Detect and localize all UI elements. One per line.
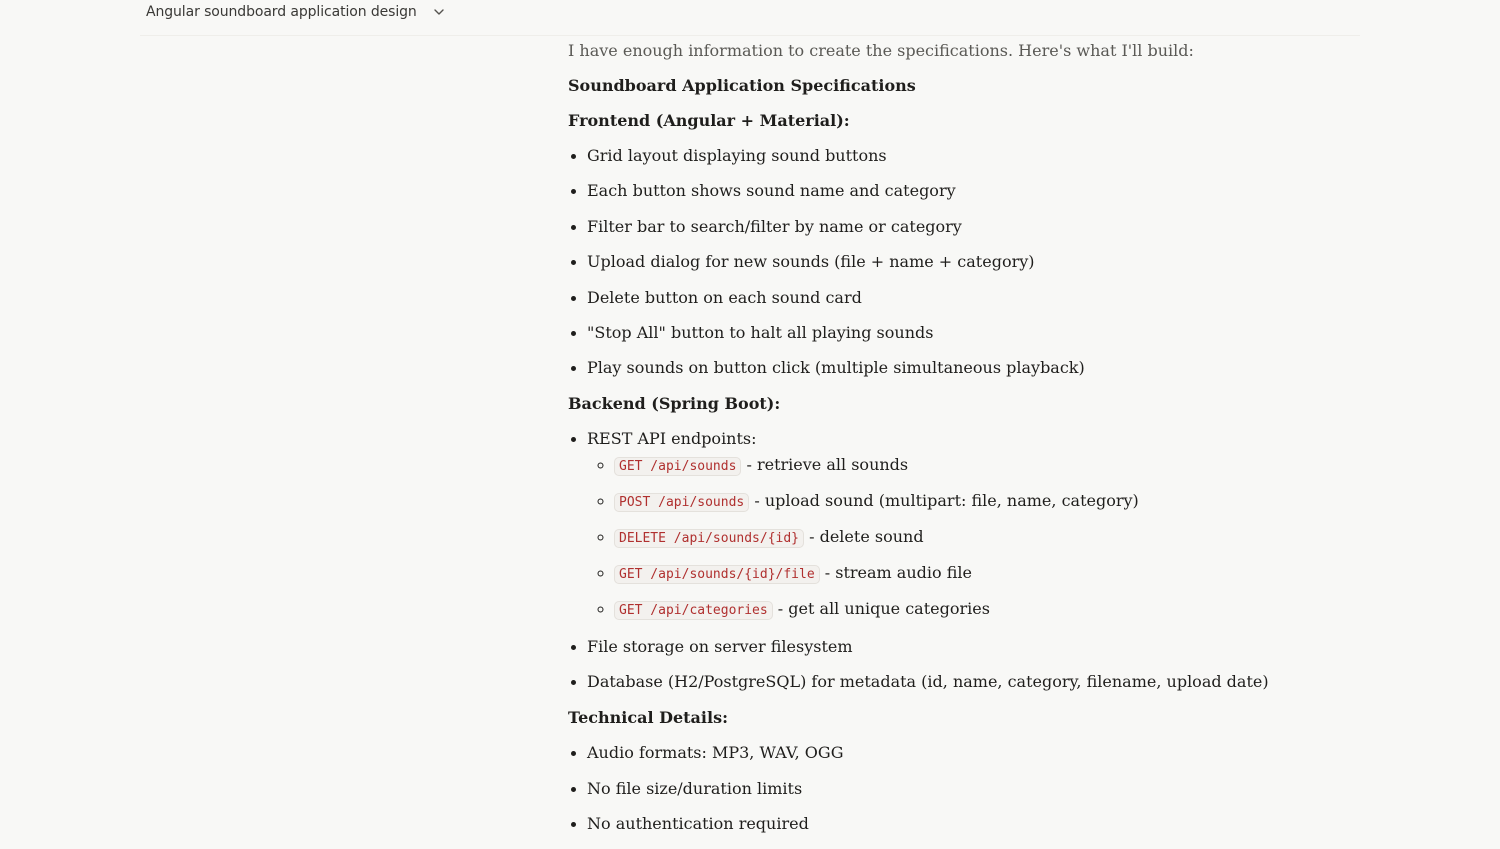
endpoint-desc: - retrieve all sounds — [741, 455, 909, 475]
list-item — [587, 428, 1368, 622]
chat-title-button[interactable] — [146, 4, 447, 20]
chevron-down-icon — [431, 4, 447, 20]
endpoint-item — [614, 490, 1368, 514]
list-item: • Play sounds on button click (multiple simultaneous playback) — [587, 357, 1368, 379]
technical-list — [568, 742, 1368, 835]
endpoint-code: DELETE /api/sounds/{id} — [614, 529, 804, 548]
list-item: • No file size/duration limits — [587, 778, 1368, 800]
list-item: • "Stop All" button to halt all playing sounds — [587, 322, 1368, 344]
top-bar-divider — [140, 35, 1360, 36]
endpoint-code: GET /api/sounds — [614, 457, 741, 476]
endpoint-item — [614, 454, 1368, 478]
chat-title: Angular soundboard application design — [146, 4, 417, 20]
spec-title: Soundboard Application Specifications — [568, 76, 916, 95]
list-item: • Filter bar to search/filter by name or category — [587, 216, 1368, 238]
endpoint-desc: - stream audio file — [819, 563, 972, 583]
endpoint-desc: - get all unique categories — [772, 599, 990, 619]
frontend-heading: Frontend (Angular + Material): — [568, 111, 850, 130]
frontend-list — [568, 145, 1368, 379]
endpoint-code: POST /api/sounds — [614, 493, 749, 512]
endpoint-list — [587, 454, 1368, 622]
assistant-message — [568, 40, 1368, 849]
backend-list — [568, 428, 1368, 693]
endpoint-desc: - delete sound — [804, 527, 924, 547]
list-item: • Grid layout displaying sound buttons — [587, 145, 1368, 167]
endpoint-item — [614, 598, 1368, 622]
endpoint-item — [614, 526, 1368, 550]
backend-heading: Backend (Spring Boot): — [568, 394, 781, 414]
endpoint-code: GET /api/sounds/{id}/file — [614, 565, 820, 584]
endpoint-desc: - upload sound (multipart: file, name, category) — [749, 491, 1139, 511]
list-item: • Upload dialog for new sounds (file + name + category) — [587, 251, 1368, 273]
list-item: • Database (H2/PostgreSQL) for metadata (id, name, category, filename, upload date) — [587, 671, 1368, 693]
endpoint-code: GET /api/categories — [614, 601, 773, 620]
intro-text: I have enough information to create the specifications. Here's what I'll build: — [568, 41, 1194, 60]
technical-heading: Technical Details: — [568, 708, 728, 728]
list-item: • File storage on server filesystem — [587, 636, 1368, 658]
list-item: • Each button shows sound name and category — [587, 180, 1368, 202]
list-item: • Delete button on each sound card — [587, 287, 1368, 309]
list-item: • No authentication required — [587, 813, 1368, 835]
endpoint-item — [614, 562, 1368, 586]
rest-label: REST API endpoints: — [587, 429, 757, 449]
list-item: • Audio formats: MP3, WAV, OGG — [587, 742, 1368, 764]
